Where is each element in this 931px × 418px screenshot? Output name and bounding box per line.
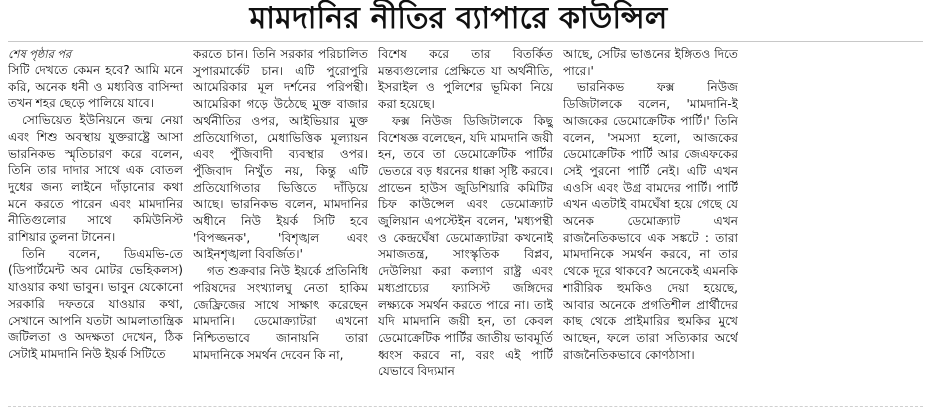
article-paragraph: ফক্স নিউজ ডিজিটালকে কিছু বিশেষজ্ঞ বলেছেন, যদি মামদানি জয়ী হন, তবে তা ডেমোক্রেটিক পার্টির ভেতরে বড় ধরনের ধাক্কা সৃষ্টি করবে। প্রাভেন হাউস জুডিশিয়ারি কমিটির চিফ কাউন্সেল এবং ডেমোক্র্যাট জুলিয়ান এপস্টেইন বলেন, 'মধ্যপন্থী ও কেন্দ্রঘেঁষা ডেমোক্র্যাটরা কখনোই সমাজতন্ত্র, সাংস্কৃতিক বিপ্লব, দেউলিয়া করা কল্যাণ রাষ্ট্র এবং মধ্যপ্রাচ্যের ফ্যাসিস্ট জঙ্গিদের লক্ষ্যকে সমর্থন করতে পারে না। তাই যদি মামদানি জয়ী হন, তা কেবল ডেমোক্রেটিক পার্টির জাতীয় ভাবমূর্তি ধ্বংস করবে না, বরং এই পার্টি যেভাবে বিদ্যমান [378, 113, 553, 379]
article-column-1 [8, 46, 183, 404]
article-paragraph: তিনি বলেন, ডিএমভি-তে (ডিপার্টমেন্ট অব মোটর ভেহিকলস) যাওয়ার কথা ভাবুন। ভাবুন যেকোনো সরকারি দফতরে যাওয়ার কথা, সেখানে আপনি যতটা আমলাতান্ত্রিক জটিলতা ও অদক্ষতা দেখেন, ঠিক সেটাই মামদানি নিউ ইয়র্ক সিটিতে [8, 246, 183, 361]
article-paragraph: আছে, সেটির ভাঙনের ইঙ্গিতও দিতে পারে।' [563, 47, 738, 78]
headline: মামদানির নীতির ব্যাপারে কাউন্সিল [249, 1, 668, 36]
article-paragraph: করতে চান। তিনি সরকার পরিচালিত সুপারমার্কেট চান। এটি পুরোপুরি আমেরিকার মূল দর্শনের পরিপন্থী। আমেরিকা গড়ে উঠেছে মুক্ত বাজার অর্থনীতির ওপর, আইভিয়ার মুক্ত প্রতিযোগিতা, মেধাভিত্তিক মূল্যায়ন এবং পুঁজিবাদী ব্যবস্থার ওপর। পুঁজিবাদ নিখুঁত নয়, কিন্তু এটি প্রতিযোগিতার ভিত্তিতে দাঁড়িয়ে আছে। ভারনিকভ বলেন, মামদানির অধীনে নিউ ইয়র্ক সিটি হবে 'বিপজ্জনক', 'বিশৃঙ্খল এবং আইনশৃঙ্খলা বিবর্জিত।' [193, 47, 368, 262]
article-paragraph: বিশেষ করে তার বিতর্কিত মন্তব্যগুলোর প্রেক্ষিতে যা অর্থনীতি, ইসরাইল ও পুলিশের ভূমিকা নিয়ে করা হয়েছে। [378, 47, 553, 112]
article-column-3 [378, 46, 553, 404]
article-paragraph: সোভিয়েত ইউনিয়নে জন্ম নেয়া এবং শিশু অবস্থায় যুক্তরাষ্ট্রে আসা ভারনিকভ স্মৃতিচারণ করে বলেন, তিনি তার দাদার সাথে এক বোতল দুধের জন্য লাইনে দাঁড়ানোর কথা মনে করতে পারেন এবং মামদানির নীতিগুলোর সাথে কমিউনিস্ট রাশিয়ার তুলনা টানেন। [8, 113, 183, 245]
continued-label: শেষ পৃষ্ঠার পর [8, 47, 72, 61]
article-paragraph: সিটি দেখতে কেমন হবে? আমি মনে করি, অনেক ধনী ও মধ্যবিত্ত বাসিন্দা তখন শহর ছেড়ে পালিয়ে যাবে। [8, 63, 183, 111]
article-column-4 [563, 46, 738, 404]
footer-divider [8, 406, 923, 407]
headline-divider [8, 41, 923, 42]
article-paragraph: ভারনিকভ ফক্স নিউজ ডিজিটালকে বলেন, 'মামদানি-ই আজকের ডেমোক্রেটিক পার্টি।' তিনি বলেন, 'সমস্যা হলো, আজকের ডেমোক্রেটিক পার্টি আর জেএফকের সেই পুরনো পার্টি নেই। এটি এখন এওসি এবং উগ্র বামদের পার্টি। পার্টি এখন এতটাই বামঘেঁষা হয়ে গেছে যে অনেক ডেমোক্র্যাট এখন রাজনৈতিকভাবে এক সঙ্কটে : তারা মামদানিকে সমর্থন করবে, না তার থেকে দূরে থাকবে? অনেকেই এমনকি শারীরিক হুমকিও দেয়া হয়েছে, আবার অনেকে প্রগতিশীল প্রার্থীদের কাছ থেকে প্রাইমারির হুমকির মুখে আছেন, ফলে তারা সত্যিকার অর্থে রাজনৈতিকভাবে কোণঠাসা। [563, 80, 738, 362]
headline-container [0, 0, 931, 40]
article-columns [8, 46, 923, 404]
article-column-2 [193, 46, 368, 404]
article-paragraph: গত শুক্রবার নিউ ইয়র্কে প্রতিনিধি পরিষদের সংখ্যালঘু নেতা হাকিম জেফ্রিজের সাথে সাক্ষাৎ করেছেন মামদানি। ডেমোক্র্যাটরা এখনো নিশ্চিতভাবে জানায়নি তারা মামদানিকে সমর্থন দেবেন কি না, [193, 264, 368, 362]
